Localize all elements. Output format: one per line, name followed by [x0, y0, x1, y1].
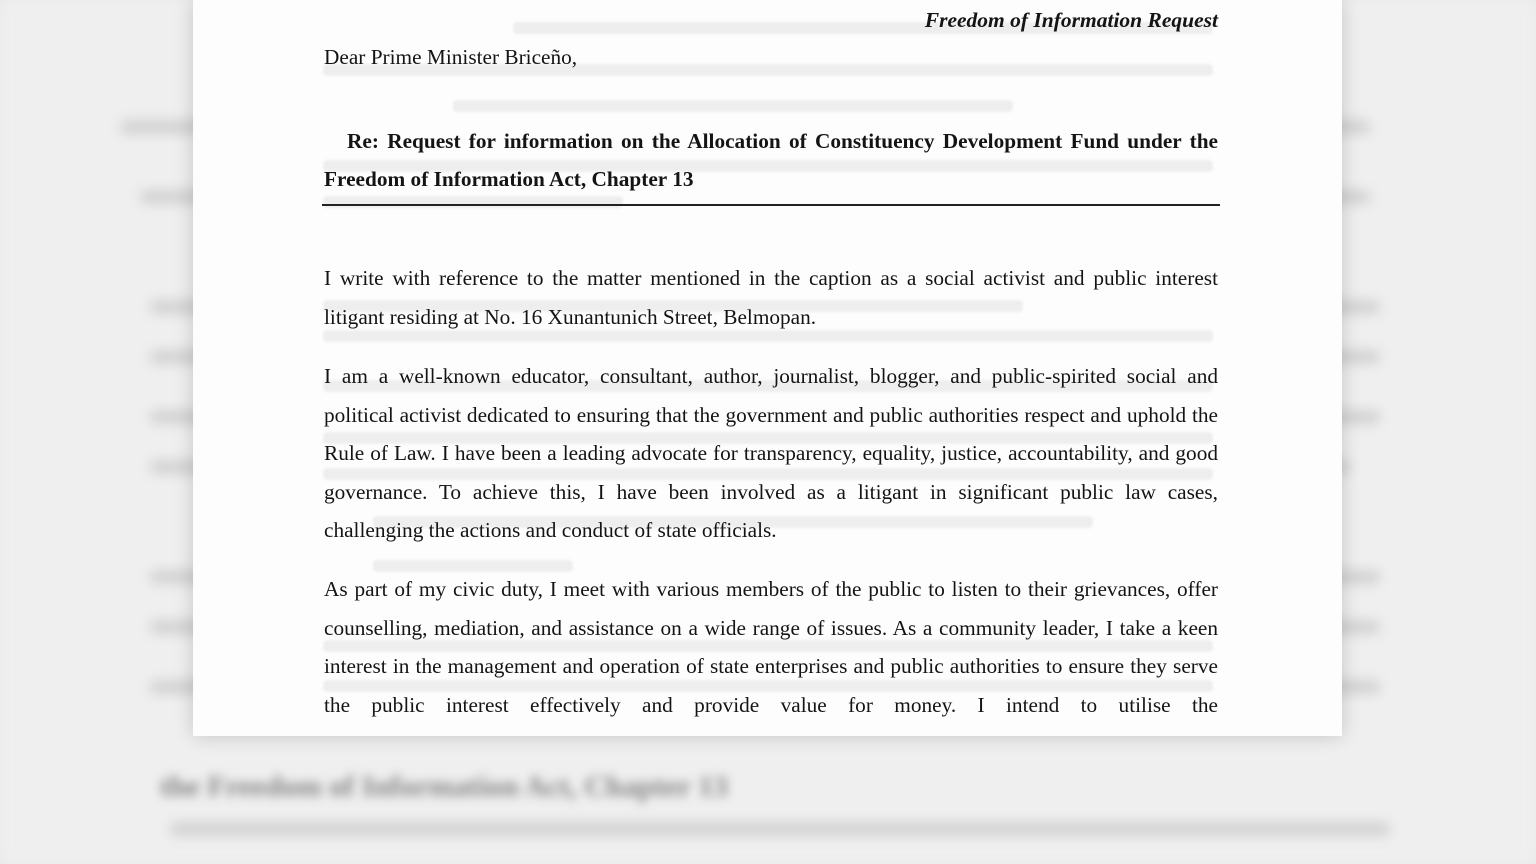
- subject-underline: [322, 204, 1220, 206]
- paragraph-1: I write with reference to the matter mentioned in the caption as a social activist and public interest litigant residing at No. 16 Xunantunich Street, Belmopan.: [324, 266, 1218, 329]
- subject-line: Re: Request for information on the Allocation of Constituency Development Fund under the Freedom of Information Act, Chapter 13: [324, 129, 1218, 191]
- paragraph-3: As part of my civic duty, I meet with various members of the public to listen to their grievances, offer counselling, mediation, and assistance on a wide range of issues. As a community leader, I take a keen interest in the management and operation of state enterprises and public authorities to ensure they serve the public interest effectively and provide value for money. I intend to utilise the: [324, 577, 1218, 717]
- letter-page: [193, 0, 1342, 736]
- paragraph-2: I am a well-known educator, consultant, author, journalist, blogger, and public-spirited social and political activist dedicated to ensuring that the government and public authorities respect and uphold the Rule of Law. I have been a leading advocate for transparency, equality, justice, accountability, and good governance. To achieve this, I have been involved as a litigant in significant public law cases, challenging the actions and conduct of state officials.: [324, 364, 1218, 542]
- blurred-caption: the Freedom of Information Act, Chapter 13: [160, 770, 728, 803]
- document-header: Freedom of Information Request: [924, 8, 1218, 32]
- salutation: Dear Prime Minister Briceño,: [324, 45, 578, 69]
